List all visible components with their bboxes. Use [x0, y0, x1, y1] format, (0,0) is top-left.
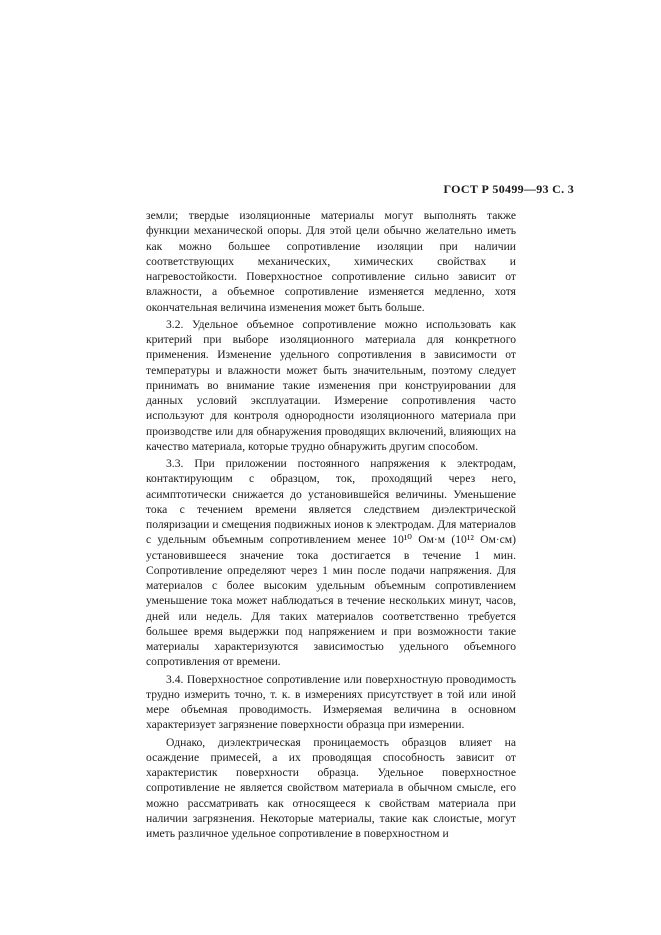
- paragraph-3-4: 3.4. Поверхностное сопротивление или поверхностную проводимость трудно измерить точно, т. к. в измерениях присутствует в той или иной мере объемная проводимость. Измеряемая величина в основном характеризует загрязнение поверхности образца при измерении.: [146, 672, 516, 732]
- body-text: [146, 208, 516, 843]
- paragraph-however: Однако, диэлектрическая проницаемость образцов влияет на осаждение примесей, а их проводящая способность зависит от характеристик поверхности образца. Удельное поверхностное сопротивление не является свойством материала в обычном смысле, его можно рассматривать как относящееся к свойствам материала при наличии загрязнения. Некоторые материалы, такие как слоистые, могут иметь различное удельное сопротивление в поверхностном и: [146, 735, 516, 840]
- page-header: ГОСТ Р 50499—93 С. 3: [443, 182, 574, 196]
- paragraph-continuation: земли; твердые изоляционные материалы могут выполнять также функции механической опоры. Для этой цели обычно желательно иметь как можно большее сопротивление изоляции при наличии соответствующих механических, химических свойствах и нагревостойкости. Поверхностное сопротивление сильно зависит от влажности, а объемное сопротивление изменяется медленно, хотя окончательная величина изменения может быть больше.: [146, 209, 516, 314]
- paragraph-3-2: 3.2. Удельное объемное сопротивление можно использовать как критерий при выборе изоляционного материала для конкретного применения. Изменение удельного сопротивления в зависимости от температуры и влажности может быть значительным, поэтому следует принимать во внимание такие изменения при конструировании для данных условий эксплуатации. Измерение сопротивления часто используют для контроля однородности изоляционного материала при производстве или для обнаружения проводящих включений, влияющих на качество материала, которые трудно обнаружить другим способом.: [146, 317, 516, 453]
- paragraph-3-3: 3.3. При приложении постоянного напряжения к электродам, контактирующим с образцом, ток, проходящий через него, асимптотически снижается до установившейся величины. Уменьшение тока с течением времени является следствием диэлектрической поляризации и смещения подвижных ионов к электродам. Для материалов с удельным объемным сопротивлением менее 10¹⁰ Ом·м (10¹² Ом·см) установившееся значение тока достигается в течение 1 мин. Сопротивление определяют через 1 мин после подачи напряжения. Для материалов с более высоким удельным объемным сопротивлением уменьшение тока может наблюдаться в течение нескольких минут, часов, дней или недель. Для таких материалов соответственно требуется большее время выдержки под напряжением и при возможности такие материалы характеризуются зависимостью удельного объемного сопротивления от времени.: [146, 457, 516, 669]
